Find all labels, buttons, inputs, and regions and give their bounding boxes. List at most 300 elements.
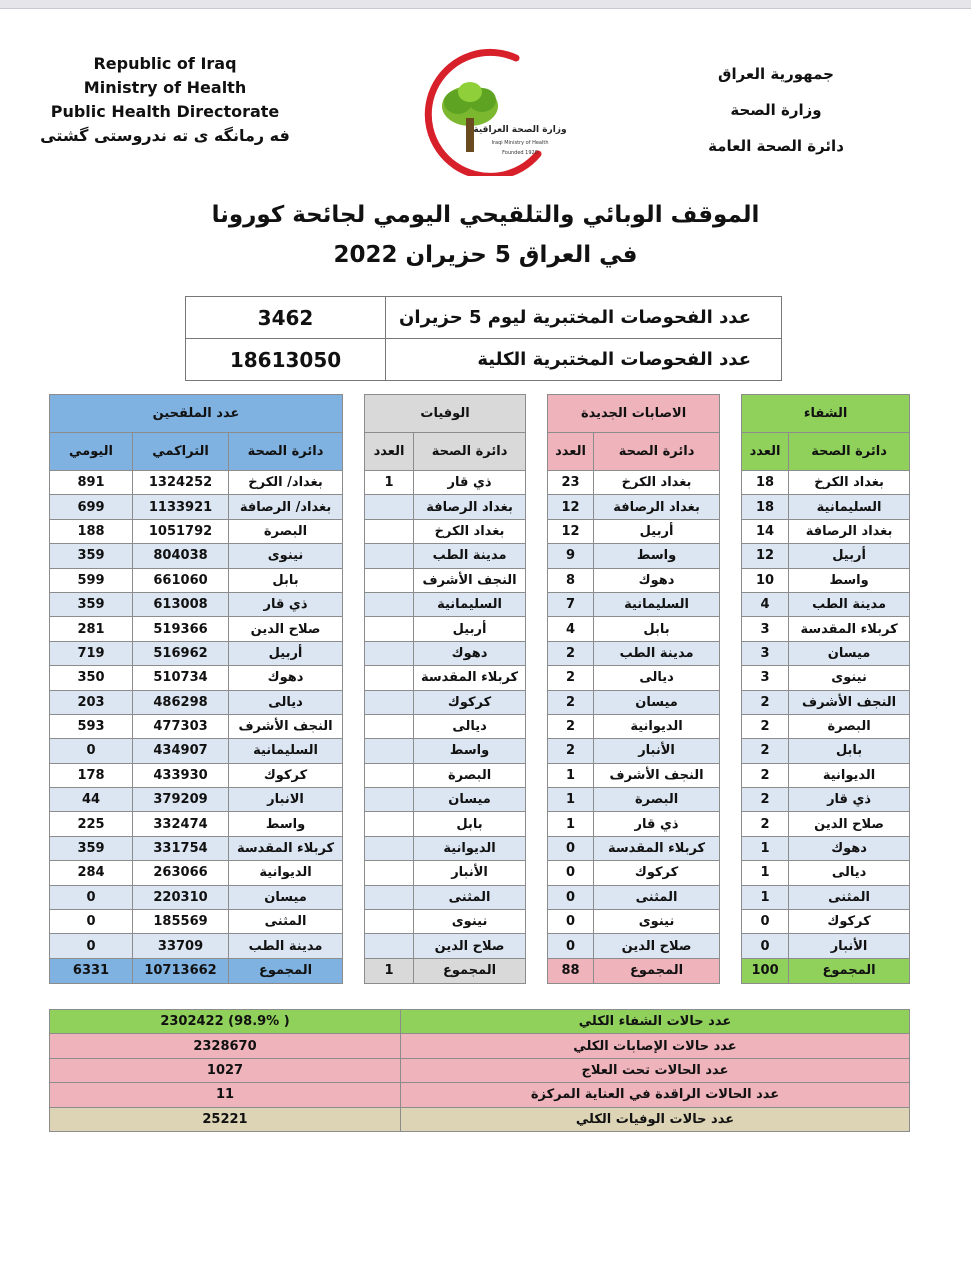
gap (343, 788, 365, 812)
total-label: المجموع (594, 958, 720, 983)
new-cases-count: 1 (548, 763, 594, 787)
vaccinated-directorate: بغداد/ الرصافة (229, 495, 343, 519)
vaccinated-directorate: صلاح الدين (229, 617, 343, 641)
new-cases-directorate: الأنبار (594, 739, 720, 763)
summary-label: عدد حالات الإصابات الكلي (401, 1034, 910, 1058)
deaths-directorate: دهوك (414, 641, 526, 665)
vaccinated-cumulative: 1133921 (133, 495, 229, 519)
col-directorate: دائرة الصحة (594, 433, 720, 471)
new-cases-directorate: نينوى (594, 910, 720, 934)
gap (720, 763, 742, 787)
col-directorate: دائرة الصحة (414, 433, 526, 471)
title-line: في العراق 5 حزيران 2022 (333, 242, 638, 268)
deaths-count (365, 885, 414, 909)
new-cases-count: 7 (548, 592, 594, 616)
vaccinated-directorate: دهوك (229, 666, 343, 690)
vaccinated-directorate: ميسان (229, 885, 343, 909)
vaccinated-directorate: واسط (229, 812, 343, 836)
recovered-directorate: أربيل (789, 544, 910, 568)
deaths-count (365, 910, 414, 934)
deaths-directorate: كركوك (414, 690, 526, 714)
gap (526, 641, 548, 665)
new-cases-directorate: بابل (594, 617, 720, 641)
header-ar-line: جمهورية العراق (718, 65, 834, 83)
gap (720, 544, 742, 568)
gap (343, 910, 365, 934)
total-label: المجموع (789, 958, 910, 983)
new-cases-directorate: بغداد الرصافة (594, 495, 720, 519)
vaccinated-cumulative: 510734 (133, 666, 229, 690)
table-row (50, 714, 910, 738)
header-en-line: Ministry of Health (83, 78, 247, 97)
vaccinated-directorate: البصرة (229, 519, 343, 543)
new-cases-count: 2 (548, 641, 594, 665)
deaths-directorate: أربيل (414, 617, 526, 641)
gap (526, 885, 548, 909)
table-row (50, 812, 910, 836)
header-en-line: Republic of Iraq (93, 54, 237, 73)
recovered-count: 2 (742, 788, 789, 812)
recovered-directorate: ذي قار (789, 788, 910, 812)
recovered-count: 12 (742, 544, 789, 568)
gap (526, 836, 548, 860)
vaccinated-directorate: ديالى (229, 690, 343, 714)
summary-value: 1027 (50, 1058, 401, 1082)
vaccinated-cumulative: 1324252 (133, 471, 229, 495)
col-directorate: دائرة الصحة (229, 433, 343, 471)
recovered-count: 3 (742, 617, 789, 641)
new-cases-count: 23 (548, 471, 594, 495)
deaths-directorate: بغداد الكرخ (414, 519, 526, 543)
title-line: الموقف الوبائي والتلقيحي اليومي لجائحة كورونا (211, 202, 760, 228)
new-cases-directorate: النجف الأشرف (594, 763, 720, 787)
gap (343, 958, 365, 983)
gap (343, 690, 365, 714)
summary-label: عدد حالات الوفيات الكلي (401, 1107, 910, 1131)
recovered-count: 1 (742, 885, 789, 909)
deaths-directorate: كربلاء المقدسة (414, 666, 526, 690)
vaccinated-daily: 0 (50, 934, 133, 958)
table-row (50, 544, 910, 568)
deaths-directorate: نينوى (414, 910, 526, 934)
new-cases-directorate: دهوك (594, 568, 720, 592)
gap (720, 690, 742, 714)
header-arabic (676, 56, 876, 164)
deaths-directorate: الديوانية (414, 836, 526, 860)
vaccinated-directorate: الديوانية (229, 861, 343, 885)
recovered-directorate: نينوى (789, 666, 910, 690)
vaccinated-daily: 719 (50, 641, 133, 665)
deaths-count (365, 495, 414, 519)
gap (343, 763, 365, 787)
vaccinated-directorate: ذي قار (229, 592, 343, 616)
new-cases-directorate: ميسان (594, 690, 720, 714)
new-cases-directorate: ديالى (594, 666, 720, 690)
vaccinated-cumulative: 434907 (133, 739, 229, 763)
summary-value: 25221 (50, 1107, 401, 1131)
recovered-count: 1 (742, 861, 789, 885)
deaths-directorate: صلاح الدين (414, 934, 526, 958)
col-count: العدد (548, 433, 594, 471)
gap (526, 910, 548, 934)
vaccinated-cumulative: 1051792 (133, 519, 229, 543)
lab-tests-table (185, 296, 782, 381)
gap (526, 544, 548, 568)
logo-founded: Founded 1920 (502, 150, 538, 156)
vaccinated-daily: 359 (50, 544, 133, 568)
vaccinated-daily: 699 (50, 495, 133, 519)
column-header-row (50, 433, 910, 471)
recovered-count: 10 (742, 568, 789, 592)
gap (720, 433, 742, 471)
table-row (50, 641, 910, 665)
logo-text-ar: وزارة الصحة العراقية (473, 125, 567, 135)
new-cases-count: 12 (548, 495, 594, 519)
recovered-count: 3 (742, 641, 789, 665)
vaccinated-cumulative: 220310 (133, 885, 229, 909)
summary-value: 2328670 (50, 1034, 401, 1058)
section-deaths: الوفيات (365, 395, 526, 433)
gap (526, 934, 548, 958)
recovered-directorate: واسط (789, 568, 910, 592)
deaths-count (365, 836, 414, 860)
recovered-directorate: دهوك (789, 836, 910, 860)
table-row (50, 788, 910, 812)
deaths-directorate: الأنبار (414, 861, 526, 885)
section-recovered: الشفاء (742, 395, 910, 433)
table-row (50, 495, 910, 519)
deaths-count (365, 788, 414, 812)
new-cases-directorate: صلاح الدين (594, 934, 720, 958)
gap (720, 739, 742, 763)
recovered-directorate: بغداد الرصافة (789, 519, 910, 543)
deaths-directorate: النجف الأشرف (414, 568, 526, 592)
col-cumulative: التراكمي (133, 433, 229, 471)
summary-row (50, 1010, 910, 1034)
recovered-count: 2 (742, 739, 789, 763)
gap (526, 568, 548, 592)
section-header-row (50, 395, 910, 433)
gap (720, 495, 742, 519)
total-new-cases: 88 (548, 958, 594, 983)
gap (720, 836, 742, 860)
new-cases-count: 12 (548, 519, 594, 543)
deaths-directorate: ذي قار (414, 471, 526, 495)
gap (526, 471, 548, 495)
new-cases-count: 0 (548, 861, 594, 885)
new-cases-count: 2 (548, 690, 594, 714)
vaccinated-directorate: بابل (229, 568, 343, 592)
new-cases-directorate: بغداد الكرخ (594, 471, 720, 495)
vaccinated-daily: 0 (50, 885, 133, 909)
vaccinated-cumulative: 379209 (133, 788, 229, 812)
table-row (50, 910, 910, 934)
new-cases-count: 0 (548, 934, 594, 958)
vaccinated-directorate: كركوك (229, 763, 343, 787)
recovered-directorate: البصرة (789, 714, 910, 738)
total-vaccinated-daily: 6331 (50, 958, 133, 983)
deaths-count (365, 739, 414, 763)
gap (526, 395, 548, 433)
vaccinated-directorate: الانبار (229, 788, 343, 812)
gap (526, 495, 548, 519)
tests-row (186, 339, 782, 381)
recovered-directorate: النجف الأشرف (789, 690, 910, 714)
vaccinated-cumulative: 433930 (133, 763, 229, 787)
vaccinated-daily: 359 (50, 836, 133, 860)
gap (720, 641, 742, 665)
recovered-count: 2 (742, 690, 789, 714)
vaccinated-daily: 593 (50, 714, 133, 738)
new-cases-count: 2 (548, 739, 594, 763)
deaths-count (365, 812, 414, 836)
gap (526, 788, 548, 812)
gap (526, 714, 548, 738)
table-body (50, 471, 910, 959)
gap (526, 433, 548, 471)
gap (343, 641, 365, 665)
deaths-count (365, 690, 414, 714)
vaccinated-daily: 188 (50, 519, 133, 543)
deaths-directorate: المثنى (414, 885, 526, 909)
recovered-directorate: ميسان (789, 641, 910, 665)
summary-row (50, 1083, 910, 1107)
tests-label: عدد الفحوصات المختبرية الكلية (386, 339, 782, 381)
total-recovered: 100 (742, 958, 789, 983)
deaths-count (365, 861, 414, 885)
gap (343, 739, 365, 763)
recovered-directorate: كربلاء المقدسة (789, 617, 910, 641)
recovered-directorate: صلاح الدين (789, 812, 910, 836)
header-en-line: Public Health Directorate (50, 102, 280, 121)
gap (720, 568, 742, 592)
new-cases-count: 2 (548, 666, 594, 690)
recovered-count: 14 (742, 519, 789, 543)
vaccinated-daily: 44 (50, 788, 133, 812)
vaccinated-cumulative: 263066 (133, 861, 229, 885)
gap (343, 934, 365, 958)
section-vaccinated: عدد الملقحين (50, 395, 343, 433)
gap (526, 666, 548, 690)
vaccinated-directorate: نينوى (229, 544, 343, 568)
total-vaccinated-cumulative: 10713662 (133, 958, 229, 983)
deaths-count: 1 (365, 471, 414, 495)
gap (720, 861, 742, 885)
new-cases-directorate: الديوانية (594, 714, 720, 738)
recovered-directorate: السليمانية (789, 495, 910, 519)
vaccinated-directorate: مدينة الطب (229, 934, 343, 958)
header-kurdish-line: فه رمانگه ى ته ندروستى گشتى (40, 126, 290, 145)
gap (526, 812, 548, 836)
gap (343, 519, 365, 543)
summary-table (49, 1009, 910, 1132)
new-cases-count: 9 (548, 544, 594, 568)
recovered-count: 2 (742, 714, 789, 738)
tests-label: عدد الفحوصات المختبرية ليوم 5 حزيران (386, 297, 782, 339)
gap (343, 617, 365, 641)
gap (343, 812, 365, 836)
recovered-count: 18 (742, 495, 789, 519)
vaccinated-cumulative: 613008 (133, 592, 229, 616)
table-row (50, 471, 910, 495)
deaths-directorate: واسط (414, 739, 526, 763)
vaccinated-cumulative: 516962 (133, 641, 229, 665)
vaccinated-daily: 225 (50, 812, 133, 836)
total-deaths: 1 (365, 958, 414, 983)
deaths-count (365, 763, 414, 787)
table-row (50, 934, 910, 958)
recovered-count: 0 (742, 934, 789, 958)
gap (343, 544, 365, 568)
recovered-directorate: مدينة الطب (789, 592, 910, 616)
gap (343, 666, 365, 690)
recovered-count: 0 (742, 910, 789, 934)
vaccinated-directorate: السليمانية (229, 739, 343, 763)
vaccinated-daily: 203 (50, 690, 133, 714)
gap (343, 395, 365, 433)
table-row (50, 739, 910, 763)
new-cases-directorate: كربلاء المقدسة (594, 836, 720, 860)
gap (720, 885, 742, 909)
vaccinated-directorate: أربيل (229, 641, 343, 665)
new-cases-count: 1 (548, 788, 594, 812)
deaths-count (365, 544, 414, 568)
recovered-count: 2 (742, 763, 789, 787)
vaccinated-directorate: كربلاء المقدسة (229, 836, 343, 860)
summary-value: 11 (50, 1083, 401, 1107)
vaccinated-cumulative: 331754 (133, 836, 229, 860)
recovered-directorate: بابل (789, 739, 910, 763)
deaths-count (365, 666, 414, 690)
summary-label: عدد الحالات تحت العلاج (401, 1058, 910, 1082)
deaths-directorate: البصرة (414, 763, 526, 787)
vaccinated-daily: 359 (50, 592, 133, 616)
deaths-directorate: ديالى (414, 714, 526, 738)
new-cases-directorate: البصرة (594, 788, 720, 812)
vaccinated-directorate: بغداد/ الكرخ (229, 471, 343, 495)
header-ar-line: دائرة الصحة العامة (708, 137, 844, 155)
recovered-count: 3 (742, 666, 789, 690)
recovered-directorate: كركوك (789, 910, 910, 934)
gap (343, 714, 365, 738)
page-title (0, 195, 971, 275)
deaths-count (365, 617, 414, 641)
gap (720, 910, 742, 934)
summary-label: عدد حالات الشفاء الكلي (401, 1010, 910, 1034)
recovered-count: 18 (742, 471, 789, 495)
gap (720, 958, 742, 983)
ministry-logo (398, 36, 568, 176)
table-row (50, 885, 910, 909)
deaths-directorate: ميسان (414, 788, 526, 812)
vaccinated-daily: 284 (50, 861, 133, 885)
vaccinated-cumulative: 486298 (133, 690, 229, 714)
gap (526, 617, 548, 641)
gap (720, 617, 742, 641)
gap (343, 433, 365, 471)
gap (720, 934, 742, 958)
vaccinated-directorate: النجف الأشرف (229, 714, 343, 738)
new-cases-count: 1 (548, 812, 594, 836)
gap (720, 592, 742, 616)
vaccinated-cumulative: 804038 (133, 544, 229, 568)
vaccinated-cumulative: 33709 (133, 934, 229, 958)
col-directorate: دائرة الصحة (789, 433, 910, 471)
vaccinated-daily: 281 (50, 617, 133, 641)
gap (526, 690, 548, 714)
gap (720, 471, 742, 495)
vaccinated-directorate: المثنى (229, 910, 343, 934)
summary-value: 2302422 (98.9% ) (50, 1010, 401, 1034)
table-row (50, 568, 910, 592)
new-cases-count: 8 (548, 568, 594, 592)
col-count: العدد (365, 433, 414, 471)
vaccinated-cumulative: 477303 (133, 714, 229, 738)
col-count: العدد (742, 433, 789, 471)
section-new-cases: الاصابات الجديدة (548, 395, 720, 433)
table-row (50, 690, 910, 714)
vaccinated-daily: 350 (50, 666, 133, 690)
gap (343, 568, 365, 592)
summary-label: عدد الحالات الراقدة في العناية المركزة (401, 1083, 910, 1107)
new-cases-count: 0 (548, 910, 594, 934)
deaths-count (365, 568, 414, 592)
new-cases-directorate: المثنى (594, 885, 720, 909)
recovered-count: 4 (742, 592, 789, 616)
gap (343, 885, 365, 909)
table-row (50, 763, 910, 787)
gap (720, 788, 742, 812)
deaths-count (365, 934, 414, 958)
recovered-directorate: الديوانية (789, 763, 910, 787)
new-cases-count: 2 (548, 714, 594, 738)
gap (526, 739, 548, 763)
deaths-directorate: بابل (414, 812, 526, 836)
new-cases-count: 0 (548, 885, 594, 909)
gap (343, 861, 365, 885)
gap (343, 471, 365, 495)
logo-text-en: Iraqi Ministry of Health (491, 140, 549, 146)
tests-value: 3462 (186, 297, 386, 339)
vaccinated-daily: 599 (50, 568, 133, 592)
header-ar-line: وزارة الصحة (730, 101, 822, 119)
new-cases-directorate: أربيل (594, 519, 720, 543)
provinces-table (49, 394, 910, 984)
gap (526, 592, 548, 616)
deaths-directorate: السليمانية (414, 592, 526, 616)
gap (526, 519, 548, 543)
summary-row (50, 1034, 910, 1058)
vaccinated-cumulative: 519366 (133, 617, 229, 641)
recovered-count: 1 (742, 836, 789, 860)
new-cases-directorate: كركوك (594, 861, 720, 885)
summary-body (50, 1010, 910, 1132)
gap (720, 714, 742, 738)
vaccinated-daily: 178 (50, 763, 133, 787)
new-cases-directorate: السليمانية (594, 592, 720, 616)
total-label: المجموع (229, 958, 343, 983)
deaths-count (365, 519, 414, 543)
vaccinated-daily: 0 (50, 739, 133, 763)
gap (720, 519, 742, 543)
table-row (50, 836, 910, 860)
new-cases-count: 4 (548, 617, 594, 641)
gap (343, 836, 365, 860)
vaccinated-daily: 891 (50, 471, 133, 495)
summary-row (50, 1058, 910, 1082)
vaccinated-cumulative: 185569 (133, 910, 229, 934)
recovered-directorate: المثنى (789, 885, 910, 909)
